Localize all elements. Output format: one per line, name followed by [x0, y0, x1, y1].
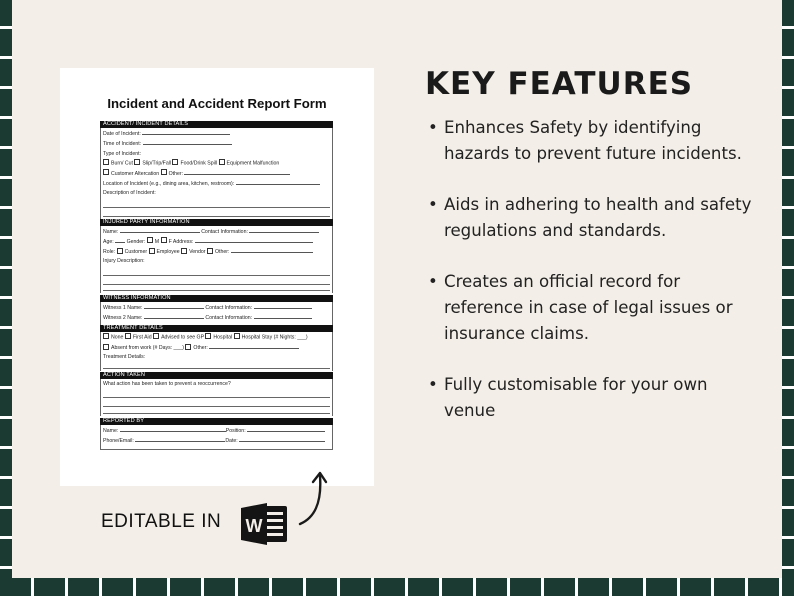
field-witness-1: Witness 1 Name: Contact Information: [103, 303, 330, 313]
feature-item: • Creates an official record for reference in case of legal issues or insurance claims. [428, 269, 758, 347]
checkbox [153, 333, 159, 339]
checkbox [205, 333, 211, 339]
bullet-icon: • [428, 375, 438, 394]
bullet-icon: • [428, 118, 438, 137]
bullet-icon: • [428, 195, 438, 214]
checkbox [134, 159, 140, 165]
field-injury-description: Injury Description: [103, 258, 145, 265]
checkbox [103, 344, 109, 350]
section-header-witness: WITNESS INFORMATION [100, 295, 333, 302]
ruled-line [103, 398, 330, 407]
checkbox [185, 344, 191, 350]
field-witness-2: Witness 2 Name: Contact Information: [103, 313, 330, 323]
features-list [428, 115, 758, 449]
ruled-line [103, 267, 330, 276]
checkbox [181, 248, 187, 254]
section-header-injured: INJURED PARTY INFORMATION [100, 219, 333, 226]
checkbox [172, 159, 178, 165]
treatment-options-2: Absent from work (# Days: ___) Other: [103, 343, 330, 353]
field-time: Time of Incident: [103, 139, 330, 149]
field-description: Description of Incident: [103, 190, 156, 197]
checkbox [147, 237, 153, 243]
section-incident [100, 128, 333, 219]
checkbox [207, 248, 213, 254]
checkbox [103, 169, 109, 175]
feature-item: • Enhances Safety by identifying hazards to prevent future incidents. [428, 115, 758, 167]
field-age-gender-address: Age: Gender: M F Address: [103, 237, 330, 247]
checkbox [125, 333, 131, 339]
field-action-question: What action has been taken to prevent a reoccurrence? [103, 380, 231, 387]
checkbox [234, 333, 240, 339]
checkbox [149, 248, 155, 254]
key-features-title: KEY FEATURES [425, 66, 694, 102]
section-action [100, 379, 333, 416]
field-type: Type of Incident: [103, 150, 142, 157]
section-header-treatment: TREATMENT DETAILS [100, 325, 333, 332]
field-date: Date of Incident: [103, 129, 330, 139]
field-injured-name: Name: Contact Information: [103, 227, 330, 237]
field-location: Location of Incident (e.g., dining area, kitchen, restroom): [103, 179, 330, 189]
field-treatment-details: Treatment Details: [103, 354, 146, 361]
section-header-reported: REPORTED BY [100, 418, 333, 425]
incident-type-options-2: Customer Altercation Other: [103, 169, 330, 179]
field-reporter-phone: Phone/Email: Date: [103, 436, 330, 446]
ruled-line [103, 199, 330, 208]
ruled-line [103, 285, 330, 291]
section-header-action: ACTION TAKEN [100, 372, 333, 379]
checkbox [161, 169, 167, 175]
word-letter: W [245, 516, 263, 536]
bullet-icon: • [428, 272, 438, 291]
curved-arrow-icon [296, 468, 330, 528]
word-icon [241, 502, 289, 546]
treatment-options-1: None First Aid Advised to see GP Hospital Hospital Stay (# Nights: ___) [103, 333, 330, 343]
form-title: Incident and Accident Report Form [107, 96, 327, 111]
form-preview-sheet [60, 68, 374, 486]
feature-item: • Fully customisable for your own venue [428, 372, 758, 424]
feature-item: • Aids in adhering to health and safety regulations and standards. [428, 192, 758, 244]
checkbox [219, 159, 225, 165]
form-body [100, 121, 333, 450]
field-role: Role: Customer Employee Vendor Other: [103, 247, 330, 257]
section-treatment [100, 332, 333, 370]
ruled-line [103, 363, 330, 369]
ruled-line [103, 389, 330, 398]
ruled-line [103, 208, 330, 217]
ruled-line [103, 407, 330, 414]
section-reported [100, 425, 333, 450]
editable-in-label: EDITABLE IN [101, 511, 222, 532]
section-header-incident: ACCIDENT/ INCIDENT DETAILS [100, 121, 333, 128]
incident-type-options-1: Burn/ Cut Slip/Trip/Fall Food/Drink Spill Equipment Malfunction [103, 159, 330, 169]
section-witness [100, 302, 333, 326]
checkbox [161, 237, 167, 243]
section-injured [100, 226, 333, 293]
checkbox [103, 159, 109, 165]
field-reporter-name: Name: Position: [103, 426, 330, 436]
ruled-line [103, 276, 330, 285]
checkbox [117, 248, 123, 254]
checkbox [103, 333, 109, 339]
